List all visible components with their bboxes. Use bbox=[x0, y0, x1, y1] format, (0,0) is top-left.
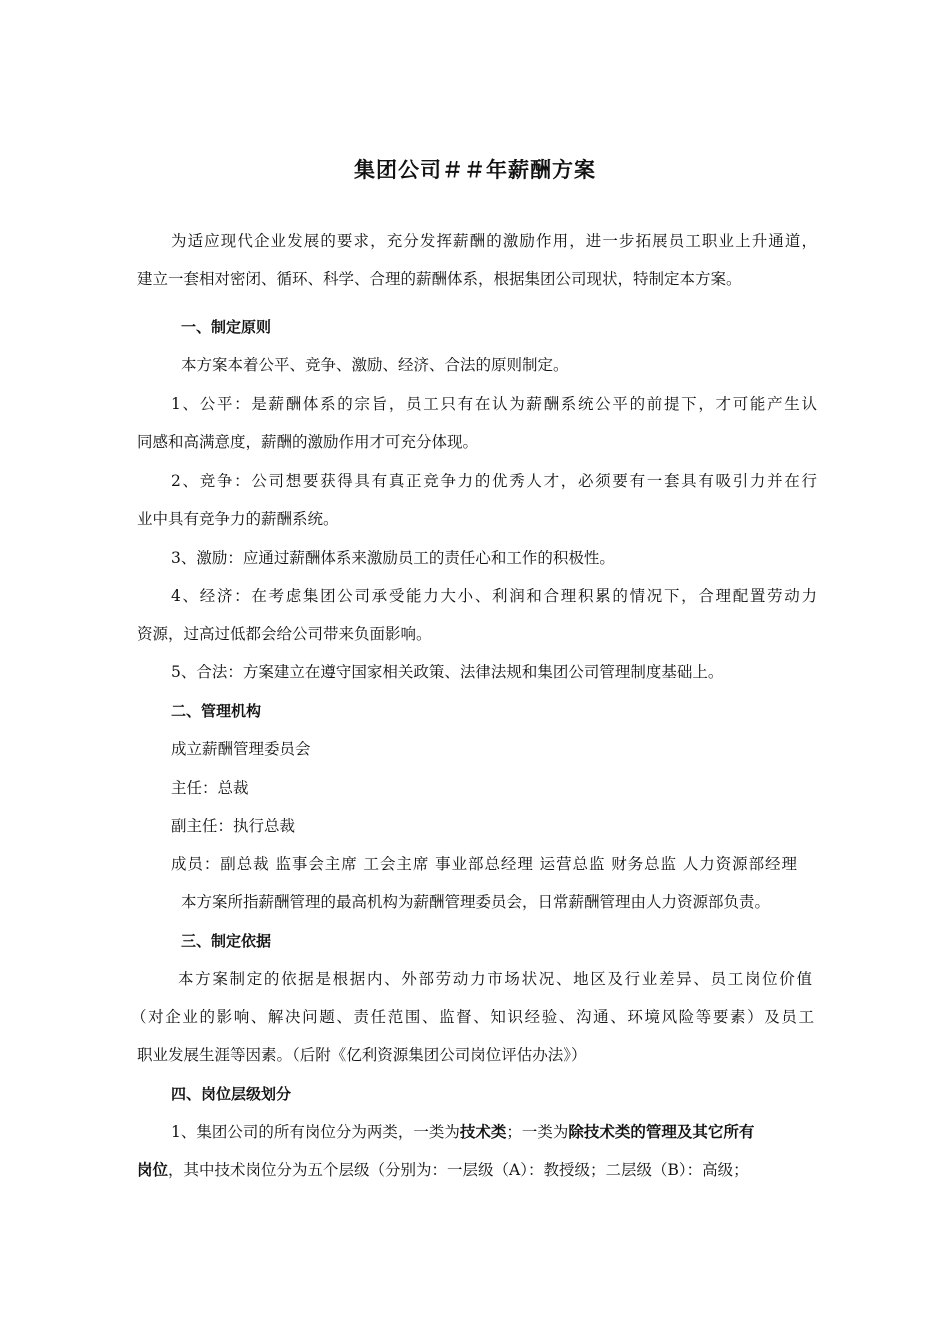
intro-line-2: 建立一套相对密闭、循环、科学、合理的薪酬体系，根据集团公司现状，特制定本方案。 bbox=[137, 270, 742, 288]
levels-text-management: 除技术类的管理及其它所有 bbox=[568, 1123, 755, 1141]
principle-incentive: 3、激励：应通过薪酬体系来激励员工的责任心和工作的积极性。 bbox=[171, 549, 615, 567]
document-title: 集团公司＃＃年薪酬方案 bbox=[354, 158, 596, 182]
levels-text-positions: 岗位 bbox=[137, 1161, 169, 1179]
principle-economy-line-2: 资源，过高过低都会给公司带来负面影响。 bbox=[137, 625, 432, 643]
levels-text-technical: 技术类 bbox=[459, 1123, 507, 1141]
principle-economy-line-1: 4、经济：在考虑集团公司承受能力大小、利润和合理积累的情况下，合理配置劳动力 bbox=[171, 587, 817, 605]
principles-lead: 本方案本着公平、竞争、激励、经济、合法的原则制定。 bbox=[181, 356, 569, 374]
principle-fairness-line-1: 1、公平：是薪酬体系的宗旨，员工只有在认为薪酬系统公平的前提下，才可能产生认 bbox=[171, 395, 817, 413]
basis-line-1: 本方案制定的依据是根据内、外部劳动力市场状况、地区及行业差异、员工岗位价值 bbox=[178, 970, 812, 988]
section-heading-principles: 一、制定原则 bbox=[181, 318, 272, 336]
section-heading-basis: 三、制定依据 bbox=[181, 932, 272, 950]
section-heading-levels: 四、岗位层级划分 bbox=[171, 1085, 292, 1103]
committee-line: 成立薪酬管理委员会 bbox=[171, 740, 311, 758]
principle-competition-line-2: 业中具有竞争力的薪酬系统。 bbox=[137, 510, 339, 528]
basis-line-3: 职业发展生涯等因素。（后附《亿利资源集团公司岗位评估办法》） bbox=[137, 1046, 587, 1064]
levels-text-tiers: ，其中技术岗位分为五个层级（分别为：一层级（A）：教授级；二层级（B）：高级； bbox=[168, 1161, 749, 1179]
principle-legality: 5、合法：方案建立在遵守国家相关政策、法律法规和集团公司管理制度基础上。 bbox=[171, 663, 724, 681]
principle-fairness-line-2: 同感和高满意度，薪酬的激励作用才可充分体现。 bbox=[137, 433, 479, 451]
members-line: 成员：副总裁 监事会主席 工会主席 事业部总经理 运营总监 财务总监 人力资源部经理 bbox=[171, 855, 797, 873]
basis-line-2: （对企业的影响、解决问题、责任范围、监督、知识经验、沟通、环境风险等要素）及员工 bbox=[131, 1008, 814, 1026]
intro-line-1: 为适应现代企业发展的要求，充分发挥薪酬的激励作用，进一步拓展员工职业上升通道， bbox=[171, 232, 817, 250]
principle-competition-line-1: 2、竞争：公司想要获得具有真正竞争力的优秀人才，必须要有一套具有吸引力并在行 bbox=[171, 472, 817, 490]
levels-text-c: ；一类为 bbox=[506, 1123, 569, 1141]
management-note: 本方案所指薪酬管理的最高机构为薪酬管理委员会，日常薪酬管理由人力资源部负责。 bbox=[181, 893, 771, 911]
section-heading-management: 二、管理机构 bbox=[171, 702, 262, 720]
levels-line-2 bbox=[137, 1158, 817, 1182]
levels-text-a: 1、集团公司的所有岗位分为两类，一类为 bbox=[171, 1123, 460, 1141]
vice-chairman-line: 副主任：执行总裁 bbox=[171, 817, 296, 835]
levels-line-1 bbox=[171, 1120, 851, 1144]
chairman-line: 主任：总裁 bbox=[171, 779, 249, 797]
